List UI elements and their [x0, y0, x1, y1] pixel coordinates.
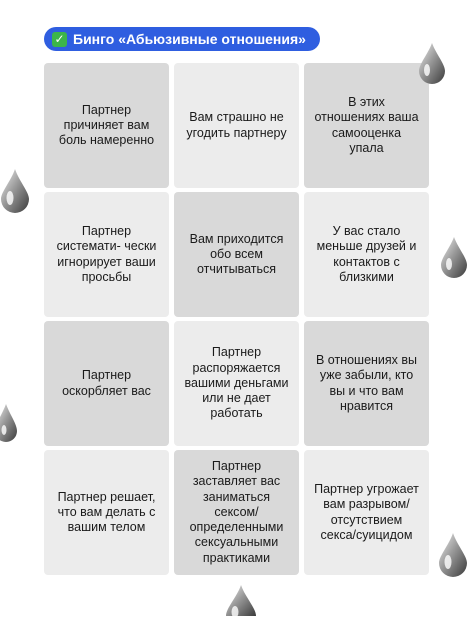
water-drop-icon [438, 532, 468, 578]
bingo-grid [44, 63, 430, 575]
water-drop-icon [418, 42, 446, 84]
bingo-cell-text: Партнер оскорбляет вас [62, 368, 151, 398]
water-drop-icon [0, 168, 30, 214]
water-drop-icon [0, 403, 18, 443]
header-title: Бинго «Абьюзивные отношения» [73, 31, 306, 47]
water-drop-icon [440, 236, 468, 278]
bingo-cell-text: Партнер заставляет вас заниматься сексом/ определенными сексуальными практиками [189, 459, 284, 565]
bingo-cell-text: Вам приходится обо всем отчитываться [189, 231, 284, 277]
bingo-cell [174, 321, 299, 446]
bingo-cell [174, 63, 299, 188]
water-drop-icon [224, 584, 258, 617]
bingo-cell [304, 321, 429, 446]
bingo-cell [44, 450, 169, 575]
bingo-cell [44, 192, 169, 317]
bingo-cell-text: Партнер решает, что вам делать с вашим телом [57, 489, 156, 535]
bingo-cell-text: У вас стало меньше друзей и контактов с близкими [316, 224, 417, 284]
bingo-cell-text: Партнер системати- чески игнорирует ваши просьбы [56, 224, 157, 284]
check-mark-icon: ✓ [52, 32, 67, 47]
bingo-cell [174, 192, 299, 317]
bingo-cell-text: Вам страшно не угодить партнеру [186, 110, 287, 140]
bingo-cell-text: Партнер угрожает вам разрывом/ отсутствием секса/суицидом [314, 482, 419, 542]
bingo-cell-text: В этих отношениях ваша самооценка упала [314, 95, 419, 155]
bingo-cell [304, 192, 429, 317]
bingo-cell [304, 63, 429, 188]
bingo-cell [304, 450, 429, 575]
header-title-pill [44, 27, 320, 51]
bingo-cell [44, 63, 169, 188]
bingo-cell-text: Партнер распоряжается вашими деньгами или не дает работать [184, 345, 289, 421]
bingo-cell-text: В отношениях вы уже забыли, кто вы и что вам нравится [315, 353, 418, 413]
bingo-cell-text: Партнер причиняет вам боль намеренно [58, 102, 155, 148]
bingo-cell [174, 450, 299, 575]
bingo-cell [44, 321, 169, 446]
